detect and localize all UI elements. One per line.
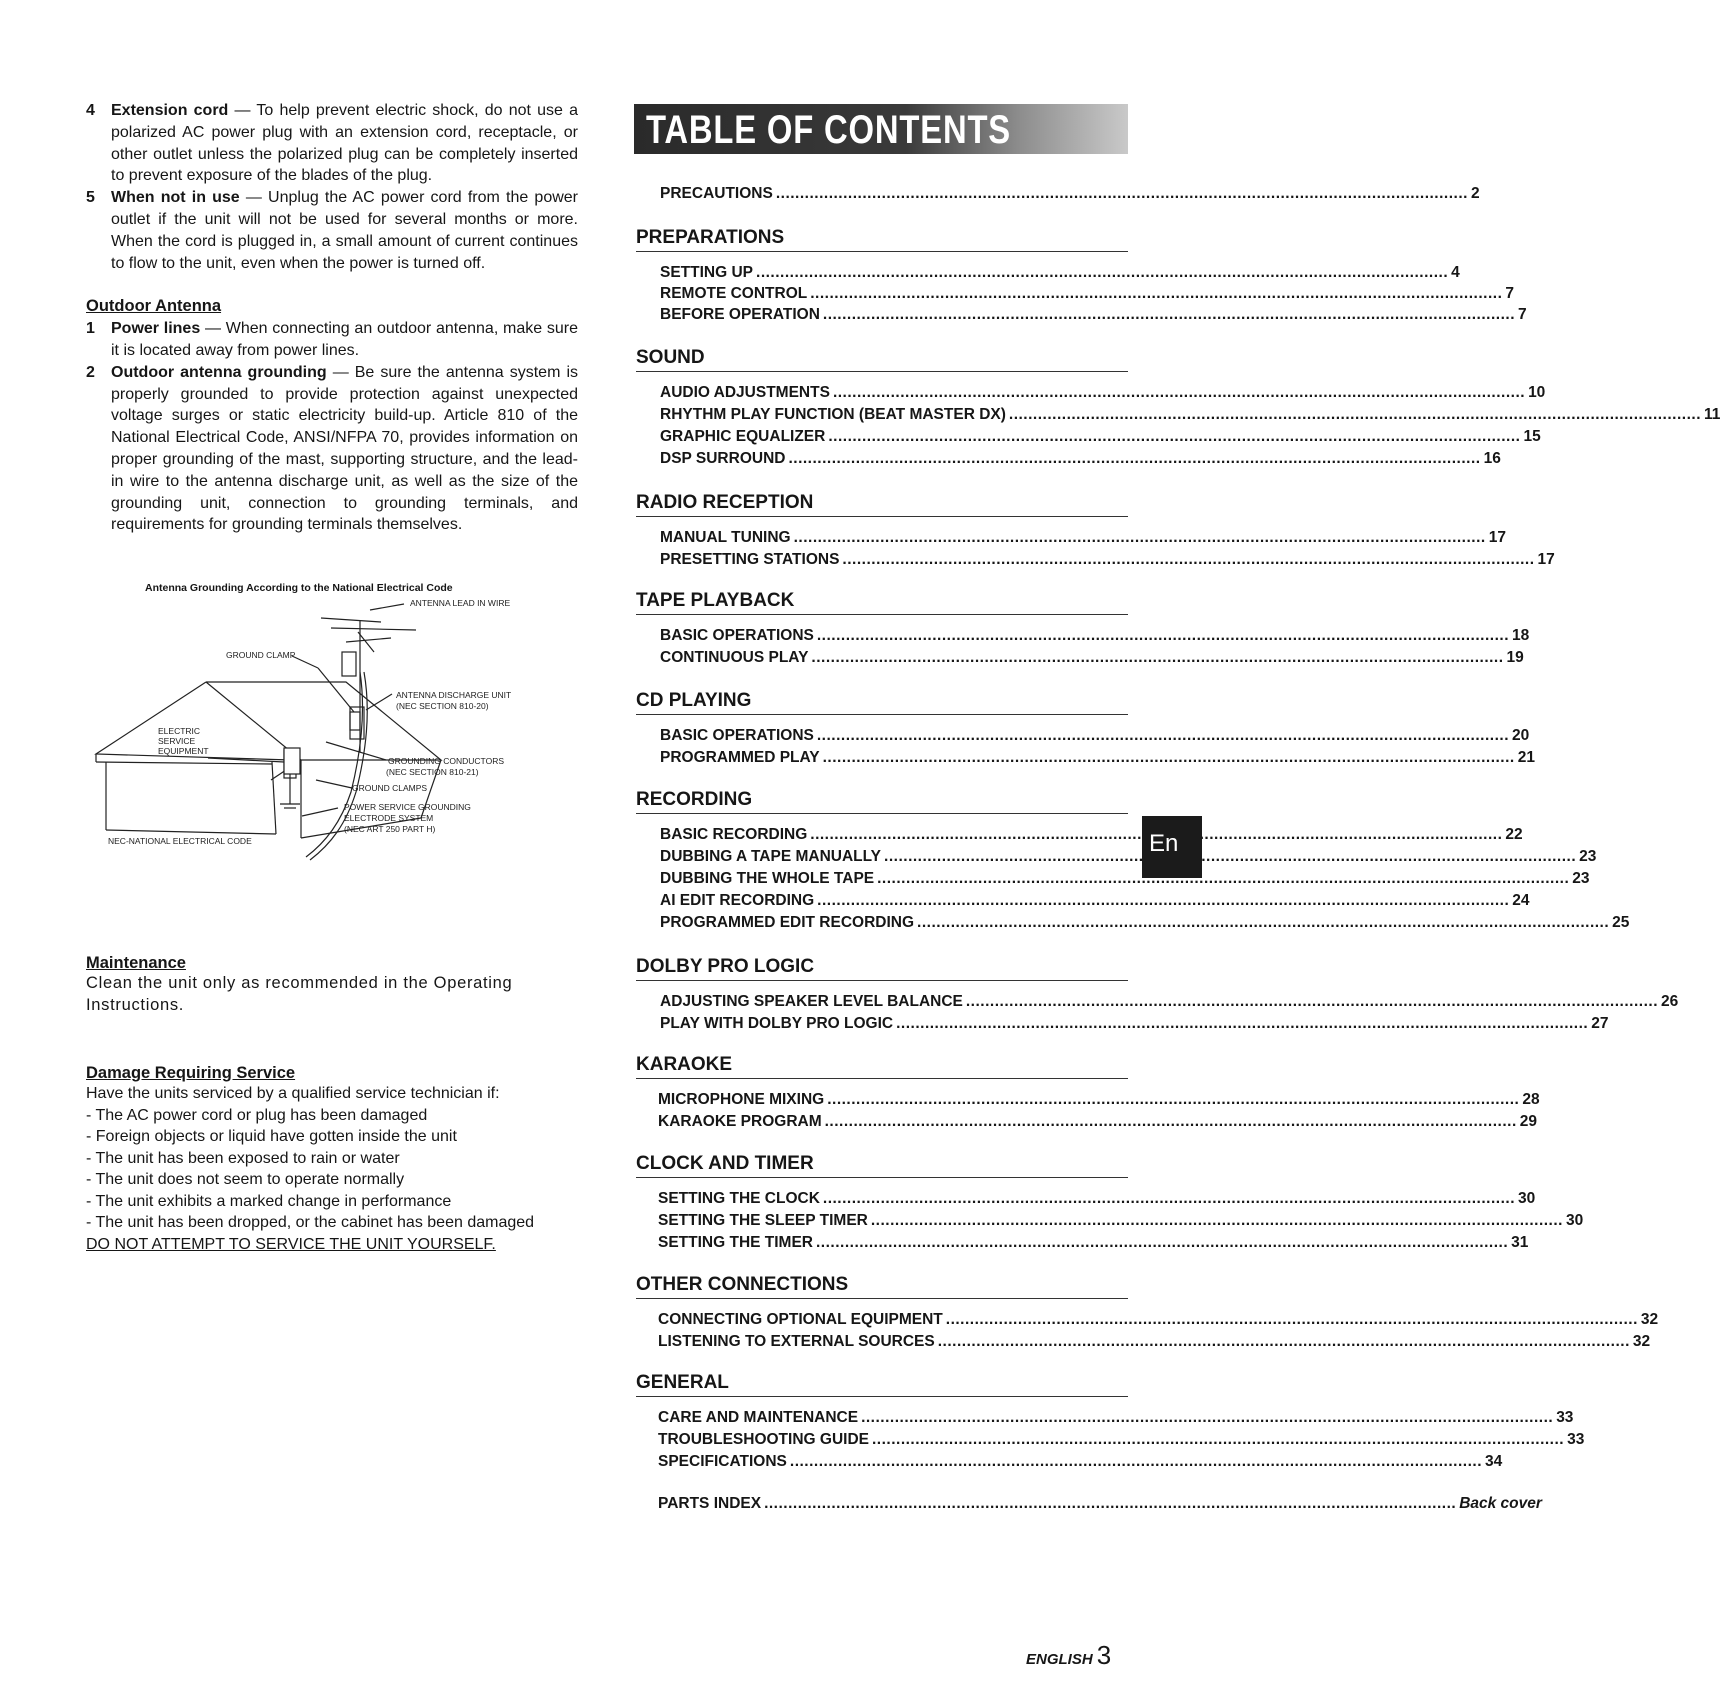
- toc-entry-page: 28: [1522, 1091, 1540, 1108]
- toc-leader: [861, 1409, 1553, 1427]
- toc-leader: [842, 551, 1534, 569]
- damage-item: - The unit exhibits a marked change in performance: [86, 1192, 452, 1210]
- toc-entry[interactable]: [660, 848, 1597, 866]
- toc-leader: [811, 649, 1503, 667]
- toc-entry-title: DUBBING THE WHOLE TAPE: [660, 870, 875, 887]
- damage-item: - The unit has been dropped, or the cabinet has been damaged: [86, 1214, 535, 1231]
- toc-entry-page: 30: [1518, 1190, 1536, 1207]
- toc-entry-page: 20: [1512, 727, 1530, 744]
- toc-entry[interactable]: [660, 551, 1555, 569]
- toc-section-heading: KARAOKE: [636, 1054, 1128, 1079]
- toc-entry[interactable]: [660, 1015, 1609, 1033]
- label-discharge-section: (NEC SECTION 810-20): [396, 701, 489, 711]
- damage-heading: Damage Requiring Service: [86, 1064, 296, 1082]
- toc-entry-title: REMOTE CONTROL: [660, 285, 808, 302]
- label-discharge-unit: ANTENNA DISCHARGE UNIT: [396, 690, 512, 700]
- damage-item: - Foreign objects or liquid have gotten inside the unit: [86, 1128, 457, 1145]
- toc-entry-title: MICROPHONE MIXING: [658, 1091, 825, 1108]
- toc-entry-page: 19: [1506, 649, 1524, 666]
- toc-entry-page: 11: [1704, 406, 1720, 423]
- toc-entry-title: LISTENING TO EXTERNAL SOURCES: [658, 1333, 935, 1350]
- maintenance-section: [86, 954, 578, 1016]
- toc-entry[interactable]: [660, 264, 1460, 282]
- toc-leader: [817, 727, 1509, 745]
- toc-entry-page: 29: [1519, 1113, 1537, 1130]
- toc-entry[interactable]: [660, 384, 1546, 402]
- item-title: Extension cord: [111, 102, 229, 119]
- label-electric: ELECTRIC: [158, 726, 201, 736]
- toc-leader: [825, 1113, 1517, 1131]
- toc-entry-page: 26: [1661, 993, 1679, 1010]
- toc-leader: [917, 914, 1609, 932]
- toc-entry-title: PRESETTING STATIONS: [660, 551, 840, 568]
- toc-leader: [946, 1311, 1638, 1329]
- toc-entry-parts-index[interactable]: [658, 1495, 1542, 1513]
- toc-leader: [816, 1234, 1508, 1252]
- toc-entry-title: GRAPHIC EQUALIZER: [660, 428, 826, 445]
- item-text: — When connecting an outdoor antenna, make sure it is located away from power lines.: [111, 320, 579, 359]
- toc-entry-page: 33: [1567, 1431, 1585, 1448]
- label-ground-clamp: GROUND CLAMP: [226, 650, 296, 660]
- label-ground-clamps: GROUND CLAMPS: [352, 783, 428, 793]
- item-number: 4: [86, 102, 95, 119]
- damage-item: - The unit has been exposed to rain or water: [86, 1149, 400, 1167]
- toc-section-heading: RECORDING: [636, 789, 1128, 814]
- damage-item: - The AC power cord or plug has been damaged: [86, 1106, 428, 1124]
- toc-entry-title: PRECAUTIONS: [660, 185, 773, 202]
- damage-intro: Have the units serviced by a qualified service technician if:: [86, 1085, 500, 1102]
- toc-entry[interactable]: [660, 749, 1535, 767]
- page-footer: [1026, 1640, 1111, 1671]
- toc-leader: [877, 870, 1569, 888]
- item-number: 1: [86, 320, 95, 338]
- toc-entry-page: 31: [1511, 1234, 1529, 1251]
- damage-warning: DO NOT ATTEMPT TO SERVICE THE UNIT YOURSELF.: [86, 1235, 496, 1253]
- toc-section-heading: DOLBY PRO LOGIC: [636, 956, 1128, 981]
- toc-entry-title: PROGRAMMED PLAY: [660, 749, 820, 766]
- item-title: When not in use: [111, 189, 240, 207]
- toc-entry[interactable]: [658, 1190, 1536, 1208]
- toc-entry-page: 16: [1483, 450, 1501, 467]
- toc-entry-title: SETTING THE TIMER: [658, 1234, 813, 1251]
- toc-leader: [827, 1091, 1519, 1109]
- left-column: [86, 100, 578, 536]
- toc-entry-page: 21: [1517, 749, 1535, 766]
- maintenance-text: Clean the unit only as recommended in the Operating Instructions.: [86, 974, 513, 1014]
- label-grounding-conductors: GROUNDING CONDUCTORS: [388, 756, 505, 766]
- toc-entry-title: RHYTHM PLAY FUNCTION (BEAT MASTER DX): [660, 406, 1006, 423]
- toc-entry-title: AUDIO ADJUSTMENTS: [660, 384, 830, 401]
- item-title: Outdoor antenna grounding: [111, 363, 327, 381]
- toc-leader: [817, 892, 1509, 910]
- toc-entry[interactable]: [660, 870, 1590, 888]
- antenna-grounding-diagram: [96, 598, 566, 924]
- toc-entry[interactable]: [660, 185, 1480, 203]
- item-text: — To help prevent electric shock, do not use a polarized AC power plug with an extension cord, receptacle, or other outlet unless the polarized plug can be completely inserted to prevent exposure of the blades of the plug.: [111, 102, 578, 185]
- toc-leader: [794, 529, 1486, 547]
- toc-entry[interactable]: [660, 627, 1530, 645]
- toc-leader: [828, 428, 1520, 446]
- toc-leader: [823, 306, 1515, 324]
- toc-entry[interactable]: [660, 450, 1501, 468]
- toc-entry-page: 10: [1528, 384, 1546, 401]
- toc-entry-page: 27: [1591, 1015, 1609, 1032]
- damage-section: [86, 1064, 586, 1255]
- toc-entry-title: DUBBING A TAPE MANUALLY: [660, 848, 882, 865]
- toc-entry-title: SETTING THE CLOCK: [658, 1190, 820, 1207]
- toc-leader: [938, 1333, 1630, 1351]
- toc-section-heading: CLOCK AND TIMER: [636, 1153, 1128, 1178]
- toc-entry-title: PROGRAMMED EDIT RECORDING: [660, 914, 915, 931]
- item-when-not-in-use: [86, 187, 578, 274]
- toc-title: TABLE OF CONTENTS: [646, 108, 1012, 152]
- toc-entry-title: SETTING UP: [660, 264, 754, 281]
- toc-entry[interactable]: [660, 892, 1530, 910]
- toc-entry[interactable]: [660, 727, 1530, 745]
- toc-entry[interactable]: [660, 406, 1720, 424]
- toc-entry-title: PARTS INDEX: [658, 1495, 762, 1512]
- item-text: — Unplug the AC power cord from the power outlet if the unit will not be used for several months or more. When the cord is plugged in, a small amount of current continues to flow to the unit, even when the power is turned off.: [111, 189, 578, 272]
- toc-leader: [810, 285, 1502, 303]
- toc-entry-page: 7: [1505, 285, 1514, 302]
- diagram-caption: Antenna Grounding According to the National Electrical Code: [145, 582, 453, 594]
- toc-entry-title: CONNECTING OPTIONAL EQUIPMENT: [658, 1311, 943, 1328]
- toc-leader: [1009, 406, 1701, 424]
- toc-leader: [817, 627, 1509, 645]
- item-number: 5: [86, 189, 95, 207]
- item-number: 2: [86, 363, 95, 381]
- toc-entry-page: 30: [1565, 1212, 1584, 1229]
- toc-leader: [756, 264, 1448, 282]
- item-text: — Be sure the antenna system is properly grounded to provide protection against unexpected voltage surges or static electricity build-up. Article 810 of the National Electrical Code, ANSI/NFPA 70, provides information on proper grounding of the mast, supporting structure, and the lead-in wire to the antenna discharge unit, as well as the size of the grounding unit, connection to grounding terminals, and requirements for grounding terminals themselves.: [111, 363, 578, 534]
- page-number: 3: [1096, 1640, 1112, 1670]
- toc-title-banner: [634, 104, 1128, 154]
- toc-entry[interactable]: [658, 1234, 1529, 1252]
- damage-item: - The unit does not seem to operate normally: [86, 1171, 405, 1188]
- toc-entry-page: 18: [1512, 627, 1530, 644]
- toc-entry[interactable]: [658, 1333, 1651, 1351]
- toc-section-heading: RADIO RECEPTION: [636, 492, 1128, 517]
- toc-entry[interactable]: [658, 1431, 1585, 1449]
- toc-leader: [788, 450, 1480, 468]
- toc-entry-title: SETTING THE SLEEP TIMER: [658, 1212, 868, 1229]
- toc-entry-page: 7: [1518, 306, 1527, 323]
- toc-entry-page: 33: [1556, 1409, 1574, 1426]
- toc-entry-title: KARAOKE PROGRAM: [658, 1113, 822, 1130]
- toc-entry-page: 23: [1572, 870, 1590, 887]
- toc-entry[interactable]: [660, 993, 1679, 1011]
- toc-entry-title: BASIC OPERATIONS: [660, 627, 814, 644]
- toc-leader: [896, 1015, 1588, 1033]
- label-service: SERVICE: [158, 736, 196, 746]
- toc-entry-title: BEFORE OPERATION: [660, 306, 820, 323]
- toc-section-heading: CD PLAYING: [636, 690, 1128, 715]
- toc-entry-title: SPECIFICATIONS: [658, 1453, 787, 1470]
- footer-language: ENGLISH: [1026, 1651, 1093, 1668]
- maintenance-heading: Maintenance: [86, 954, 186, 972]
- label-antenna-lead-in: ANTENNA LEAD IN WIRE: [410, 598, 511, 608]
- toc-entry[interactable]: [658, 1311, 1659, 1329]
- toc-entry-title: BASIC OPERATIONS: [660, 727, 814, 744]
- toc-entry-title: ADJUSTING SPEAKER LEVEL BALANCE: [660, 993, 963, 1010]
- toc-leader: [833, 384, 1525, 402]
- toc-entry-page: 32: [1640, 1311, 1659, 1328]
- toc-entry-title: MANUAL TUNING: [660, 529, 791, 546]
- label-grounding-section: (NEC SECTION 810-21): [386, 767, 479, 777]
- toc-section-heading: OTHER CONNECTIONS: [636, 1274, 1128, 1299]
- toc-entry-title: DSP SURROUND: [660, 450, 786, 467]
- label-nec-note: NEC-NATIONAL ELECTRICAL CODE: [108, 836, 252, 846]
- item-title: Power lines: [111, 320, 201, 338]
- toc-entry[interactable]: [658, 1212, 1584, 1230]
- toc-entry-page: 4: [1451, 264, 1460, 281]
- toc-leader: [884, 848, 1576, 866]
- toc-entry-page: 24: [1512, 892, 1530, 909]
- toc-entry-title: AI EDIT RECORDING: [660, 892, 815, 909]
- toc-section-heading: TAPE PLAYBACK: [636, 590, 1128, 615]
- toc-entry[interactable]: [660, 428, 1541, 446]
- toc-entry-title: CONTINUOUS PLAY: [660, 649, 809, 666]
- toc-entry-page: 34: [1485, 1453, 1503, 1470]
- toc-leader: [776, 185, 1468, 203]
- language-tab-label: En: [1149, 830, 1179, 857]
- toc-leader: [871, 1212, 1563, 1230]
- toc-entry-page: 2: [1470, 185, 1480, 202]
- item-extension-cord: [86, 100, 578, 187]
- label-power-service: POWER SERVICE GROUNDING: [344, 802, 471, 812]
- toc-section-heading: SOUND: [636, 347, 1128, 372]
- toc-entry[interactable]: [658, 1113, 1537, 1131]
- toc-entry-title: TROUBLESHOOTING GUIDE: [658, 1431, 869, 1448]
- toc-entry-title: BASIC RECORDING: [660, 826, 808, 843]
- toc-leader: [764, 1495, 1456, 1513]
- toc-entry-page: 25: [1612, 914, 1630, 931]
- toc-section-heading: PREPARATIONS: [636, 227, 1128, 252]
- toc-entry[interactable]: [658, 1453, 1503, 1471]
- toc-entry[interactable]: [660, 649, 1524, 667]
- toc-entry-page: Back cover: [1459, 1495, 1542, 1512]
- toc-leader: [872, 1431, 1564, 1449]
- language-tab: [1142, 816, 1202, 878]
- outdoor-antenna-heading: Outdoor Antenna: [86, 297, 222, 316]
- toc-entry-page: 23: [1579, 848, 1597, 865]
- toc-entry[interactable]: [658, 1409, 1574, 1427]
- toc-leader: [966, 993, 1658, 1011]
- toc-entry-title: PLAY WITH DOLBY PRO LOGIC: [660, 1015, 894, 1032]
- toc-entry-page: 22: [1505, 826, 1523, 843]
- toc-entry[interactable]: [660, 914, 1630, 932]
- label-equipment: EQUIPMENT: [158, 746, 209, 756]
- item-outdoor-antenna-grounding: [86, 362, 578, 536]
- toc-entry-page: 17: [1537, 551, 1555, 568]
- toc-entry[interactable]: [660, 529, 1506, 547]
- toc-leader: [790, 1453, 1482, 1471]
- toc-entry-page: 32: [1632, 1333, 1651, 1350]
- label-electrode-system: ELECTRODE SYSTEM: [344, 813, 434, 823]
- item-power-lines: [86, 318, 578, 362]
- label-nec-art: (NEC ART 250 PART H): [344, 824, 436, 834]
- toc-entry-page: 17: [1488, 529, 1506, 546]
- toc-entry-title: CARE AND MAINTENANCE: [658, 1409, 859, 1426]
- toc-leader: [823, 1190, 1515, 1208]
- toc-entry[interactable]: [658, 1091, 1540, 1109]
- toc-entry[interactable]: [660, 285, 1514, 303]
- toc-leader: [823, 749, 1515, 767]
- toc-section-heading: GENERAL: [636, 1372, 1128, 1397]
- toc-entry-page: 15: [1523, 428, 1541, 445]
- toc-entry[interactable]: [660, 306, 1527, 324]
